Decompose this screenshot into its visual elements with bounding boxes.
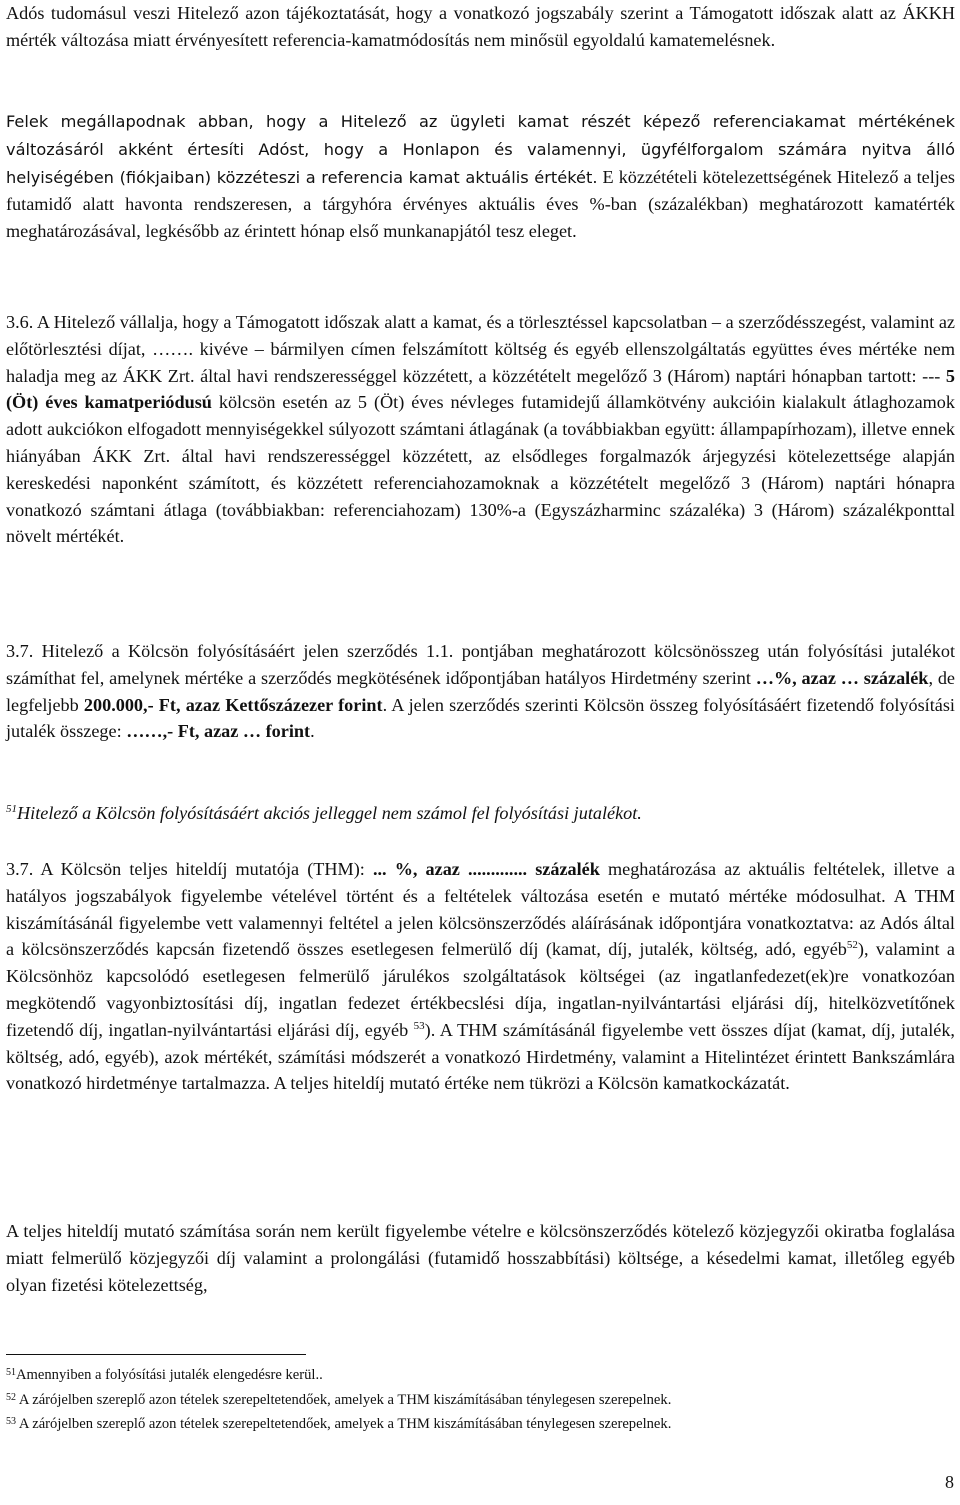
paragraph-rate-change-notification (6, 108, 955, 245)
footnote-53 (6, 1415, 955, 1433)
paragraph-rate-change-sans-text: Felek megállapodnak abban, hogy a Hitelező az ügyleti kamat részét képező referenciakamat mértékének változásáról akként értesíti Adóst, hogy a Honlapon és valamennyi, ügyfélforgalom számára nyitva álló helyiségében (fiókjaiban) közzéteszi a referencia kamat aktuális értékét. (6, 112, 955, 187)
fee-percent-placeholder: …%, azaz … százalék (755, 667, 929, 688)
fee-maximum-amount: 200.000,- Ft, azaz Kettőszázezer forint (83, 694, 383, 715)
paragraph-section-3-6 (6, 309, 955, 550)
footnote-53-number: 53 (6, 1416, 16, 1427)
footnote-52-text: A zárójelben szereplő azon tételek szerepeltetendőek, amelyek a THM kiszámításában ténylegesen szerepelnek. (16, 1392, 672, 1408)
paragraph-thm-section (6, 856, 955, 1097)
thm-text-4: ). A THM számításánál figyelembe vett összes díjat (kamat, díj, jutalék, költség, adó, egyéb), azok mértékét, számítási módszerét a vonatkozó Hirdetmény, valamint a Hitelintézet érintett Bankszámlára vonatkozó hirdetménye tartalmazza. A teljes hiteldíj mutató értéke nem tükrözi a Kölcsön kamatkockázatát. (6, 1019, 955, 1094)
paragraph-section-3-7-fee (6, 638, 955, 745)
footnote-51-number: 51 (6, 1367, 16, 1378)
footnote-51 (6, 1366, 955, 1384)
footnote-52-number: 52 (6, 1392, 16, 1403)
thm-value-placeholder: ... %, azaz ............. százalék (372, 859, 600, 879)
fee-text-3: . A jelen szerződés szerinti Kölcsön összeg folyósításáért fizetendő folyósítási jutalék összege: (6, 694, 955, 742)
footnote-divider (6, 1354, 306, 1355)
footnote-ref-52: 52 (846, 939, 858, 952)
page-number: 8 (945, 1472, 954, 1492)
footnote-ref-53: 53 (413, 1019, 425, 1032)
footnote-52 (6, 1391, 955, 1409)
paragraph-fee-waiver-note (6, 800, 955, 827)
footnote-ref-51: 51 (6, 803, 17, 815)
paragraph-reference-rate-notice: Adós tudomásul veszi Hitelező azon tájékoztatását, hogy a vonatkozó jogszabály szerint a Támogatott időszak alatt az ÁKKH mérték változása miatt érvényesített referencia-kamatmódosítás nem minősül egyoldalú kamatemelésnek. (6, 3, 955, 50)
thm-text-1: 3.7. A Kölcsön teljes hiteldíj mutatója (THM): (6, 859, 373, 879)
section-3-6-text-2: kölcsön esetén az 5 (Öt) éves névleges futamidejű államkötvény aukcióin kialakult átlaghozamok adott aukciókon elfogadott mennyiségekkel súlyozott számtani átlagának (a továbbiakban együtt: állampapírhozam), illetve ennek hiányában ÁKK Zrt. által havi rendszerességgel közzétett, az elsődleges forgalmazók árjegyzési kötelezettsége alapján kereskedési naponként számított, és közzétett referenciahozamoknak a közzétételt megelőző 3 (Három) naptári hónapra vonatkozó számtani átlaga (továbbiakban: referenciahozam) 130%-a (Egyszázharminc százaléka) 3 (Három) százalékponttal növelt mértékét. (6, 392, 955, 547)
footnote-51-text: Amennyiben a folyósítási jutalék elengedésre kerül.. (16, 1367, 323, 1383)
thm-text-2: meghatározása az aktuális feltételek, illetve a hatályos jogszabályok figyelembe vételével történt és a feltételek változása esetén e mutató mértéke módosulhat. A THM kiszámításánál figyelembe vett valamennyi feltétel a jelen kölcsönszerződés aláírásának időpontjára vonatkoztatva: az Adós által a kölcsönszerződés kapcsán fizetendő összes esetlegesen felmerülő díj (kamat, díj, jutalék, költség, adó, egyéb (6, 859, 956, 960)
fee-text-4: . (310, 721, 315, 742)
fee-text-2: , de legfeljebb (6, 667, 956, 715)
thm-text-3: ), valamint a Kölcsönhöz kapcsolódó esetlegesen felmerülő járulékos szolgáltatások költségei (az ingatlanfedezet(ek)re vonatkozóan megkötendő vagyonbiztosítási díj, ingatlan fedezet értékbecslési díja, ingatlan-nyilvántartási eljárási díj, hitelközvetítőnek fizetendő díj, ingatlan-nyilvántartási eljárási díj, egyéb (6, 939, 955, 1040)
section-3-6-bold-period: 5 (Öt) éves kamatperiódusú (6, 365, 955, 413)
footnote-53-text: A zárójelben szereplő azon tételek szerepeltetendőek, amelyek a THM kiszámításában ténylegesen szerepelnek. (16, 1416, 672, 1432)
fee-amount-placeholder: ……,- Ft, azaz … forint (126, 721, 311, 742)
fee-text-1: 3.7. Hitelező a Kölcsön folyósításáért jelen szerződés 1.1. pontjában meghatározott kölcsönösszeg után folyósítási jutalékot számíthat fel, amelynek mértéke a szerződés megkötésének időpontjában hatályos Hirdetmény szerint (6, 641, 955, 688)
section-3-6-text-1: 3.6. A Hitelező vállalja, hogy a Támogatott időszak alatt a kamat, és a törlesztéssel kapcsolatban – a szerződésszegést, valamint az előtörlesztési díjat, ……. kivéve – bármilyen címen felszámított költség és egyéb ellenszolgáltatás együttes éves mértéke nem haladja meg az ÁKK Zrt. által havi rendszerességgel közzétett, a közzétételt megelőző 3 (Három) naptári hónapban tartott: --- (6, 312, 955, 386)
fee-waiver-text: Hitelező a Kölcsön folyósításáért akciós jelleggel nem számol fel folyósítási jutalékot. (17, 803, 642, 823)
paragraph-rate-change-serif-text: E közzétételi kötelezettségének Hitelező a teljes futamidő alatt havonta rendszeresen, a tárgyhóra érvényes aktuális éves %-ban (százalékban) meghatározott kamatérték meghatározásával, legkésőbb az érintett hónap első munkanapjától tesz eleget. (6, 166, 955, 242)
paragraph-thm-exclusions: A teljes hiteldíj mutató számítása során nem került figyelembe vételre e kölcsönszerződés kötelező közjegyzői okiratba foglalása miatt felmerülő közjegyzői díj valamint a prolongálási (futamidő hosszabbítási) költsége, a késedelmi kamat, illetőleg egyéb olyan fizetési kötelezettség, (6, 1221, 955, 1295)
